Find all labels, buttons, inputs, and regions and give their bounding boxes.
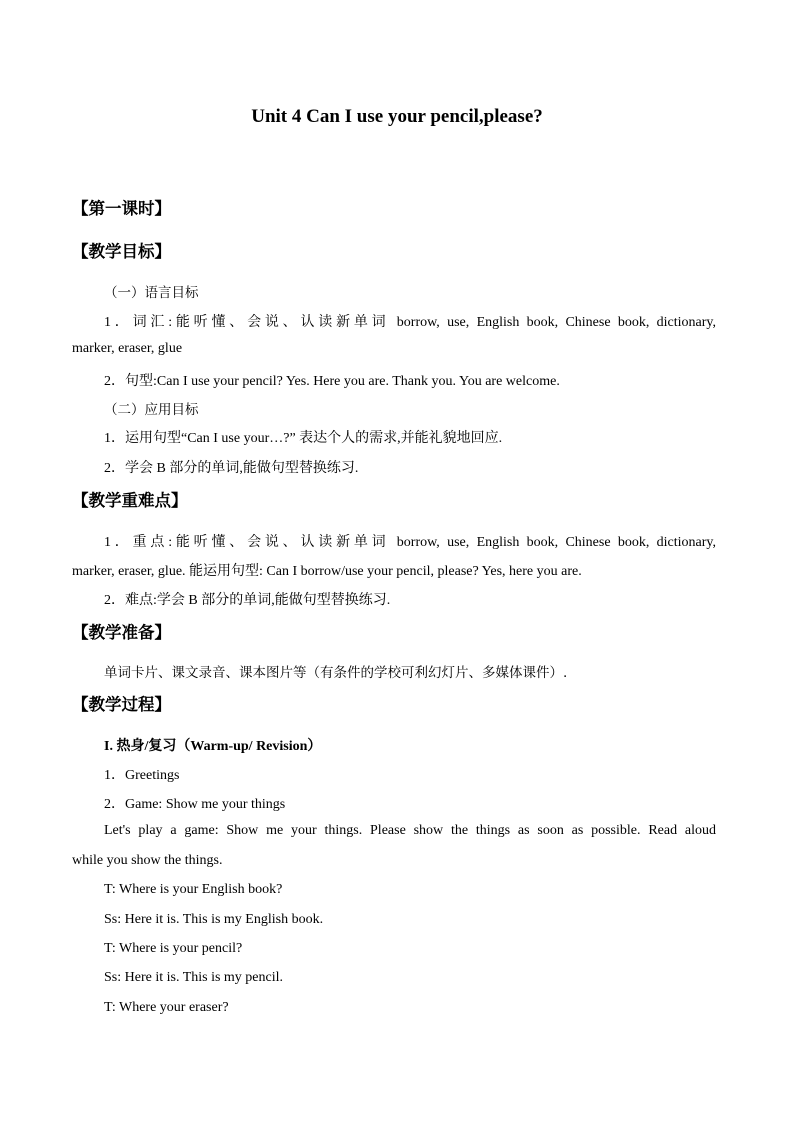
dialog-line: Ss: Here it is. This is my pencil. [104,970,284,985]
key-point-line-1: 1．重点:能听懂、会说、认读新单词 borrow, use, English book, Chinese book, dictionary, [104,535,716,550]
step-game: 2．Game: Show me your things [104,797,286,812]
lesson-heading: 【第一课时】 [72,199,171,218]
dialog-line: T: Where your eraser? [104,1000,229,1015]
vocab-line-1: 1．词汇:能听懂、会说、认读新单词 borrow, use, English book, Chinese book, dictionary, [104,315,716,330]
warmup-part-title: I. 热身/复习（Warm-up/ Revision） [104,739,322,754]
document-title: Unit 4 Can I use your pencil,please? [251,106,543,127]
game-instruction-line-2: while you show the things. [72,853,223,868]
vocab-line-2: marker, eraser, glue [72,341,183,356]
language-goal-label: （一）语言目标 [104,285,199,301]
application-item-1: 1．运用句型“Can I use your…?” 表达个人的需求,并能礼貌地回应. [104,431,503,446]
dialog-line: T: Where is your pencil? [104,941,243,956]
preparation-heading: 【教学准备】 [72,623,171,642]
step-greetings: 1．Greetings [104,768,180,783]
key-points-heading: 【教学重难点】 [72,491,188,510]
application-goal-label: （二）应用目标 [104,402,199,418]
game-instruction-line-1: Let's play a game: Show me your things. Please show the things as soon as possible. Read aloud [104,823,716,838]
objectives-heading: 【教学目标】 [72,242,171,261]
dialog-line: Ss: Here it is. This is my English book. [104,912,324,927]
preparation-text: 单词卡片、课文录音、课本图片等（有条件的学校可利幻灯片、多媒体课件）. [104,665,568,681]
process-heading: 【教学过程】 [72,695,171,714]
dialog-line: T: Where is your English book? [104,882,283,897]
difficulty-line: 2．难点:学会 B 部分的单词,能做句型替换练习. [104,593,391,608]
key-point-line-2: marker, eraser, glue. 能运用句型: Can I borrow/use your pencil, please? Yes, here you are. [72,564,582,579]
sentence-pattern-line: 2．句型:Can I use your pencil? Yes. Here you are. Thank you. You are welcome. [104,374,560,389]
application-item-2: 2．学会 B 部分的单词,能做句型替换练习. [104,461,359,476]
